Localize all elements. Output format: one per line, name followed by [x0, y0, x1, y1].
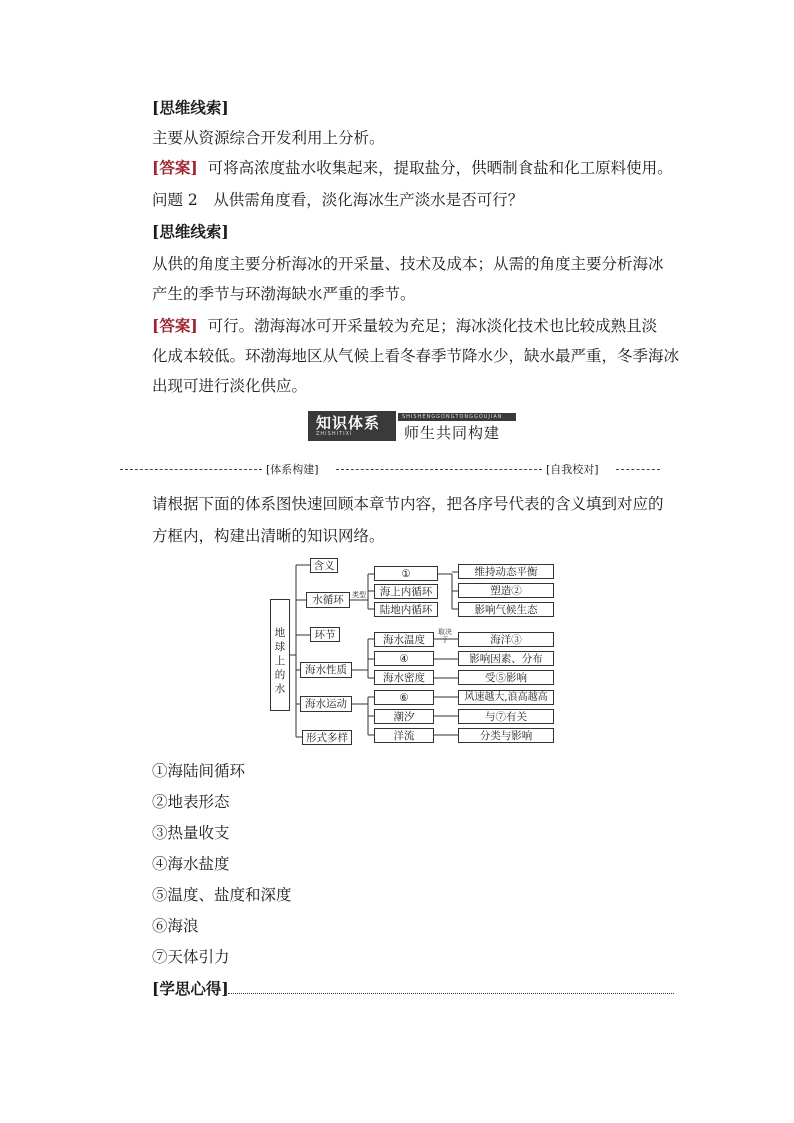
knowledge-system-banner — [308, 411, 518, 441]
banner-left — [308, 411, 396, 441]
diagram-l2-4: ④ — [374, 651, 434, 666]
diagram-l3-shape: 塑造② — [458, 583, 554, 598]
diagram-l1-meaning: 含义 — [310, 558, 338, 573]
diagram-l2-ocean-cycle: 海上内循环 — [374, 584, 438, 599]
diagram-l2-1: ① — [374, 566, 438, 581]
diagram-l2-tide: 潮汐 — [374, 709, 434, 724]
diagram-l1-forms: 形式多样 — [302, 730, 352, 745]
answer-text-2c: 出现可进行淡化供应。 — [152, 377, 308, 395]
diagram-l3-ocean-3: 海洋③ — [458, 632, 554, 647]
reflection-dotted-line — [228, 993, 674, 994]
answer-text-1: 可将高浓度盐水收集起来，提取盐分，供晒制食盐和化工原料使用。 — [207, 159, 673, 177]
diagram-l3-related: 与⑦有关 — [458, 709, 554, 724]
diagram-l1-water-cycle: 水循环 — [306, 592, 350, 608]
answer-item-4: ④海水盐度 — [152, 855, 230, 873]
diagram-l3-classify: 分类与影响 — [458, 728, 554, 743]
thinking-clue-text-2a: 从供的角度主要分析海冰的开采量、技术及成本；从需的角度主要分析海冰 — [152, 255, 664, 273]
answer-item-2: ②地表形态 — [152, 793, 230, 811]
banner-right-pinyin: SHISHENGGONGTONGGOUJIAN — [398, 413, 516, 421]
diagram-type-label: 类型 — [352, 591, 366, 599]
knowledge-diagram — [268, 557, 558, 747]
answer-item-7: ⑦天体引力 — [152, 948, 230, 966]
diagram-l1-movement: 海水运动 — [300, 696, 352, 712]
thinking-clue-label-2: [思维线索] — [152, 222, 229, 241]
answer-text-2a: 可行。渤海海冰可开采量较为充足；海冰淡化技术也比较成熟且淡 — [207, 317, 658, 335]
answer-2 — [152, 316, 682, 336]
answer-1 — [152, 158, 682, 178]
diagram-l3-wind: 风速越大,浪高越高 — [458, 690, 554, 705]
answer-text-2b: 化成本较低。环渤海地区从气候上看冬春季节降水少，缺水最严重，冬季海冰 — [152, 347, 680, 365]
banner-right — [396, 411, 518, 441]
diagram-l3-climate: 影响气候生态 — [458, 602, 554, 617]
diagram-l2-density: 海水密度 — [374, 670, 434, 685]
diagram-l1-properties: 海水性质 — [300, 662, 352, 678]
divider-left-label: [体系构建] — [266, 463, 319, 476]
section-divider — [120, 461, 660, 477]
diagram-l1-link: 环节 — [310, 627, 340, 642]
thinking-clue-text-2b: 产生的季节与环渤海缺水严重的季节。 — [152, 285, 416, 303]
diagram-decide-label: 取决于 — [438, 628, 452, 644]
diagram-l3-affected: 受⑤影响 — [458, 670, 554, 685]
instruction-line-1: 请根据下面的体系图快速回顾本章节内容，把各序号代表的含义填到对应的 — [152, 495, 664, 513]
answer-item-6: ⑥海浪 — [152, 917, 199, 935]
answer-item-5: ⑤温度、盐度和深度 — [152, 886, 292, 904]
banner-left-pinyin: ZHISHITIXI — [316, 431, 353, 437]
answer-label-1: [答案] — [152, 158, 198, 177]
instruction-line-2: 方框内，构建出清晰的知识网络。 — [152, 527, 385, 545]
diagram-root: 地球上的水 — [270, 599, 290, 711]
diagram-l2-6: ⑥ — [374, 690, 434, 705]
banner-left-title: 知识体系 — [316, 414, 381, 432]
banner-right-title: 师生共同构建 — [404, 424, 501, 442]
thinking-clue-text-1: 主要从资源综合开发利用上分析。 — [152, 129, 385, 147]
diagram-l2-current: 洋流 — [374, 728, 434, 743]
answer-item-3: ③热量收支 — [152, 824, 230, 842]
divider-right-label: [自我校对] — [546, 463, 599, 476]
answer-label-2: [答案] — [152, 316, 198, 335]
answer-item-1: ①海陆间循环 — [152, 762, 246, 780]
diagram-l2-land-cycle: 陆地内循环 — [374, 602, 438, 617]
reflection-label: [学思心得] — [152, 979, 229, 998]
thinking-clue-label-1: [思维线索] — [152, 98, 229, 117]
diagram-l3-factors: 影响因素、分布 — [458, 651, 554, 666]
question-2: 问题 2 从供需角度看，淡化海冰生产淡水是否可行？ — [152, 191, 524, 209]
diagram-l3-balance: 维持动态平衡 — [458, 564, 554, 579]
diagram-l2-temperature: 海水温度 — [374, 632, 434, 647]
